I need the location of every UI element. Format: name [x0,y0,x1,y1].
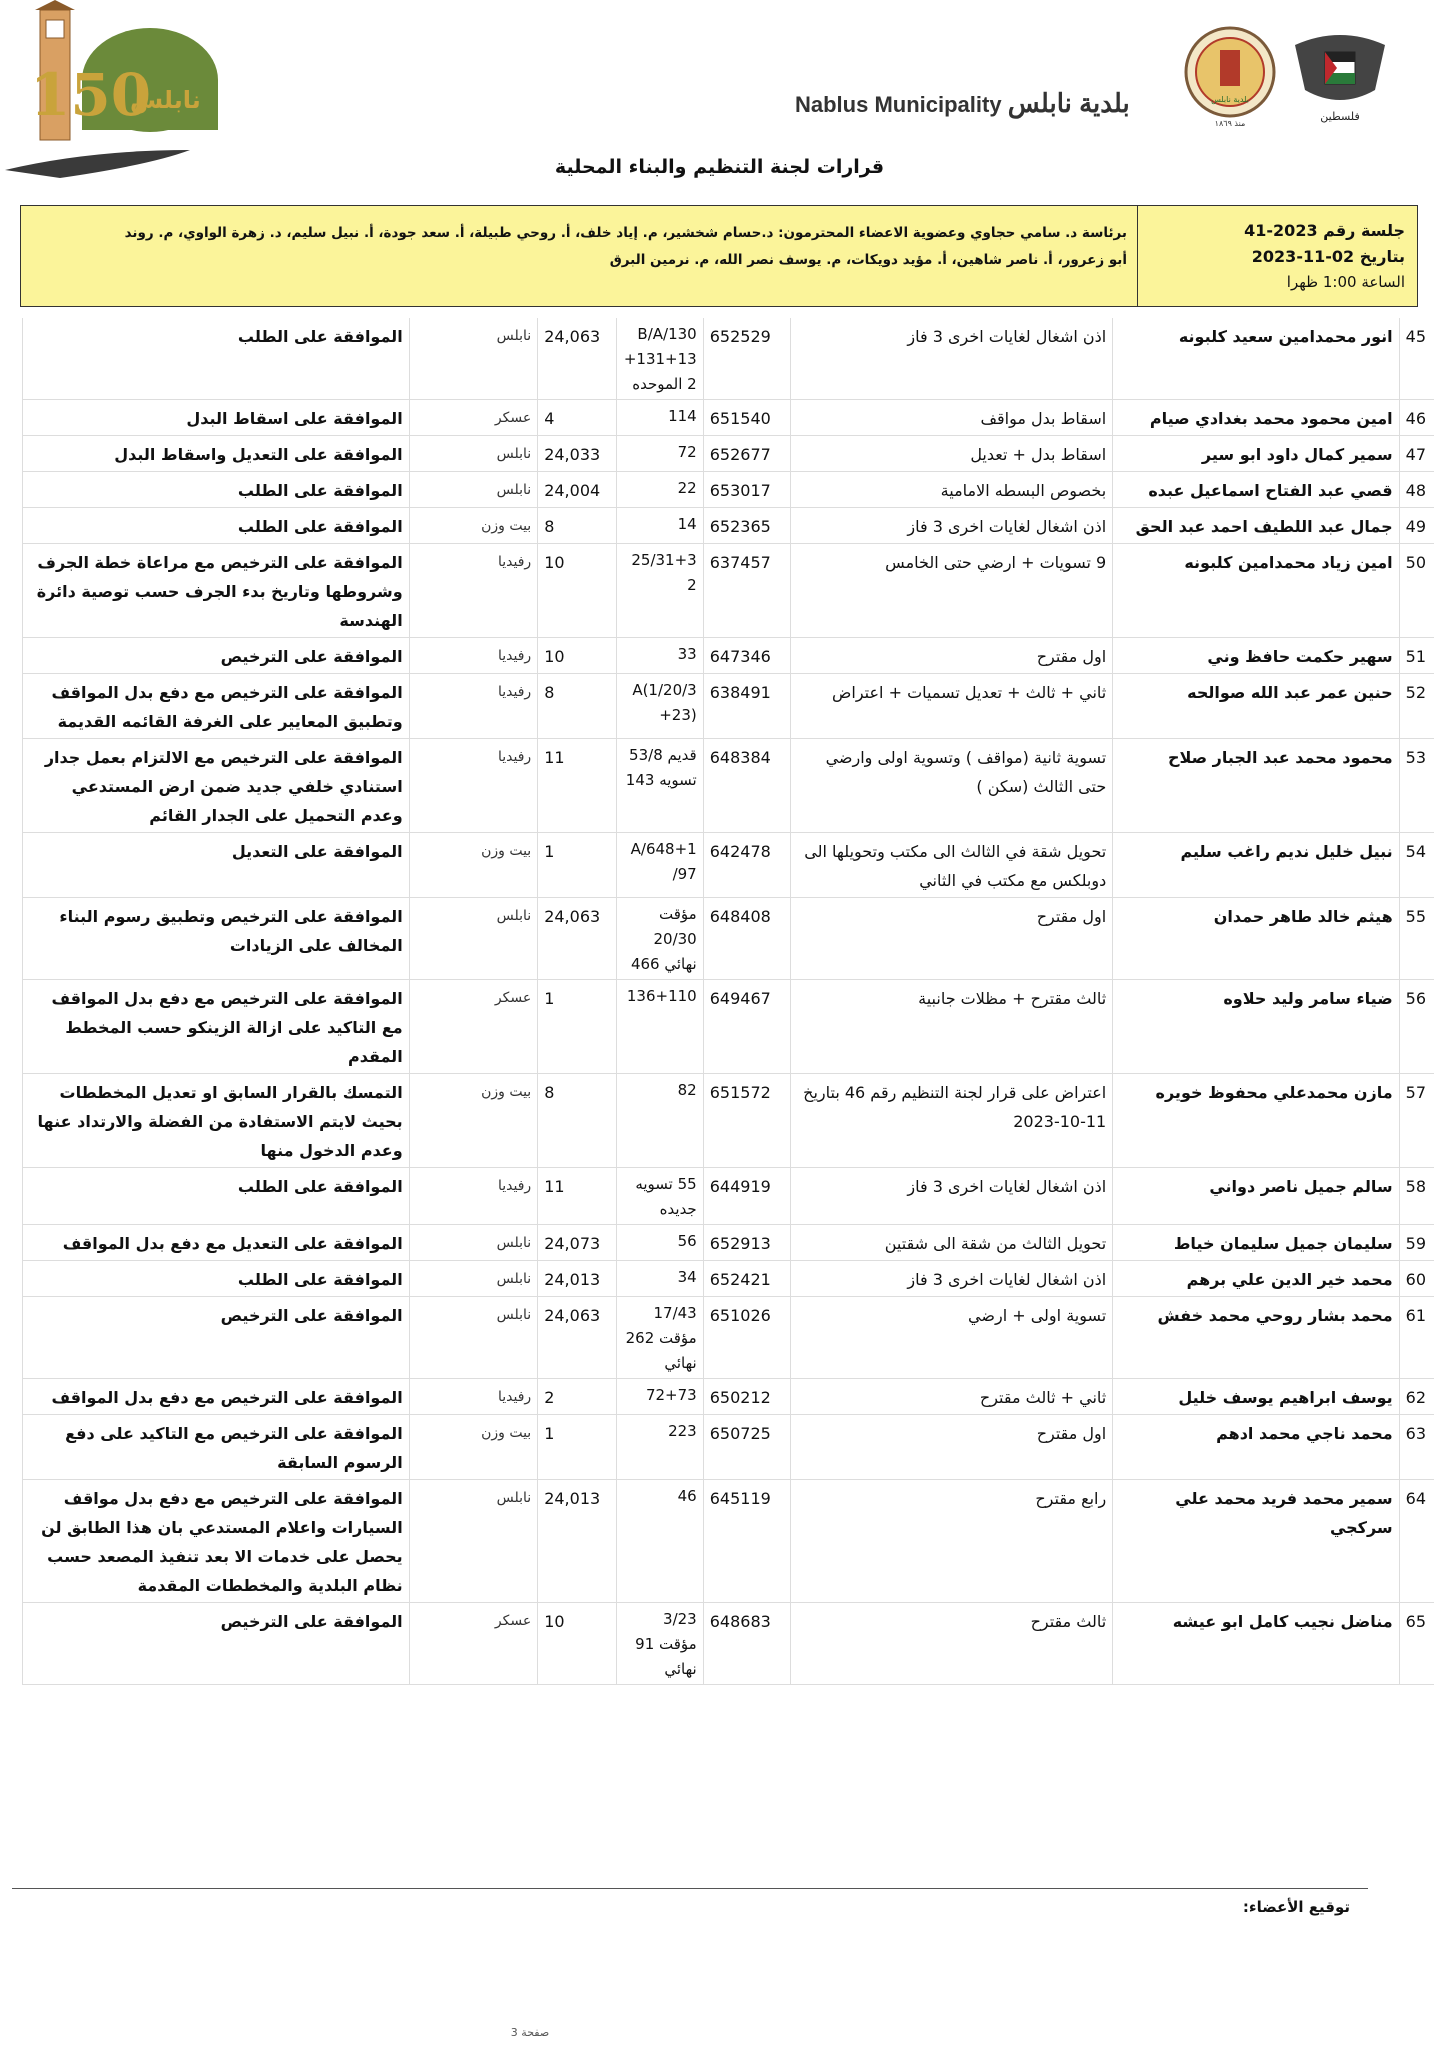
request-number: 650212 [703,1379,790,1415]
request-type: تحويل شقة في الثالث الى مكتب وتحويلها الى دوبلكس مع مكتب في الثاني [790,833,1112,898]
table-row [23,318,1435,400]
row-number: 55 [1399,898,1434,980]
seal-text: بلدية نابلس [1211,95,1249,104]
applicant-name: سالم جميل ناصر دواني [1113,1168,1399,1225]
committee-decision: الموافقة على الطلب [23,1261,410,1297]
request-number: 637457 [703,544,790,638]
area-name: بيت وزن [409,833,538,898]
committee-decision: الموافقة على الترخيص [23,1603,410,1685]
committee-decision: الموافقة على الترخيص مع الالتزام بعمل جدار استنادي خلفي جديد ضمن ارض المستدعي وعدم التحميل على الجدار القائم [23,739,410,833]
session-time: الساعة 1:00 ظهرا [1286,273,1405,291]
committee-decision: الموافقة على الترخيص مع دفع بدل المواقف [23,1379,410,1415]
plot-number: 56 [616,1225,703,1261]
request-type: اسقاط بدل + تعديل [790,436,1112,472]
footer-divider [12,1888,1368,1889]
area-name: نابلس [409,1480,538,1603]
plot-number: قديم 53/8 تسويه 143 [616,739,703,833]
row-number: 56 [1399,980,1434,1074]
plot-number: 72+73 [616,1379,703,1415]
row-number: 45 [1399,318,1434,400]
brand-english: Nablus Municipality [795,92,1002,117]
plot-number: 33 [616,638,703,674]
basin-number: 8 [538,508,616,544]
basin-number: 11 [538,1168,616,1225]
request-type: اذن اشغال لغايات اخرى 3 فاز [790,1168,1112,1225]
applicant-name: محمد خير الدين علي برهم [1113,1261,1399,1297]
request-type: ثالث مقترح [790,1603,1112,1685]
session-header-box [20,205,1418,307]
area-name: نابلس [409,436,538,472]
plot-number: A(1/20/3 +23) [616,674,703,739]
area-name: رفيديا [409,739,538,833]
applicant-name: جمال عبد اللطيف احمد عبد الحق [1113,508,1399,544]
committee-decision: الموافقة على التعديل [23,833,410,898]
committee-decision: الموافقة على الطلب [23,472,410,508]
table-row [23,1415,1435,1480]
basin-number: 24,063 [538,318,616,400]
applicant-name: مناضل نجيب كامل ابو عيشه [1113,1603,1399,1685]
request-number: 652365 [703,508,790,544]
basin-number: 10 [538,1603,616,1685]
request-number: 642478 [703,833,790,898]
request-type: تسوية اولى + ارضي [790,1297,1112,1379]
row-number: 53 [1399,739,1434,833]
applicant-name: حنين عمر عبد الله صوالحه [1113,674,1399,739]
table-row [23,980,1435,1074]
request-number: 647346 [703,638,790,674]
plot-number: 22 [616,472,703,508]
area-name: نابلس [409,318,538,400]
request-type: اول مقترح [790,1415,1112,1480]
area-name: بيت وزن [409,1074,538,1168]
request-number: 653017 [703,472,790,508]
table-row [23,472,1435,508]
session-date: بتاريخ 02-11-2023 [1251,247,1405,266]
brand-arabic: بلدية نابلس [1007,88,1130,118]
area-name: عسكر [409,980,538,1074]
plot-number: 114 [616,400,703,436]
row-number: 48 [1399,472,1434,508]
basin-number: 1 [538,833,616,898]
request-type: تسوية ثانية (مواقف ) وتسوية اولى وارضي حتى الثالث (سكن ) [790,739,1112,833]
row-number: 65 [1399,1603,1434,1685]
row-number: 61 [1399,1297,1434,1379]
committee-decision: الموافقة على الترخيص [23,1297,410,1379]
plot-number: 34 [616,1261,703,1297]
basin-number: 10 [538,638,616,674]
plot-number: 14 [616,508,703,544]
area-name: نابلس [409,1225,538,1261]
committee-decision: الموافقة على اسقاط البدل [23,400,410,436]
row-number: 62 [1399,1379,1434,1415]
request-number: 651026 [703,1297,790,1379]
basin-number: 24,004 [538,472,616,508]
table-row [23,638,1435,674]
plot-number: A/648+1 /97 [616,833,703,898]
applicant-name: محمد ناجي محمد ادهم [1113,1415,1399,1480]
basin-number: 10 [538,544,616,638]
committee-decision: الموافقة على الترخيص مع التاكيد على دفع الرسوم السابقة [23,1415,410,1480]
plot-number: مؤقت 20/30 نهائي 466 [616,898,703,980]
applicant-name: سهير حكمت حافظ وني [1113,638,1399,674]
plot-number: 17/43 مؤقت 262 نهائي [616,1297,703,1379]
area-name: نابلس [409,898,538,980]
row-number: 49 [1399,508,1434,544]
basin-number: 4 [538,400,616,436]
municipality-emblems [1170,20,1395,130]
row-number: 47 [1399,436,1434,472]
table-row [23,1603,1435,1685]
committee-decision: الموافقة على الترخيص مع دفع بدل مواقف السيارات واعلام المستدعي بان هذا الطابق لن يحصل على خدمات الا بعد تنفيذ المصعد حسب نظام البلدية والمخططات المقدمة [23,1480,410,1603]
members-line-1: برئاسة د. سامي حجاوي وعضوية الاعضاء المحترمون: د.حسام شخشير، م. إياد خلف، أ. روحي طبيلة، أ. سعد جودة، أ. نبيل سليم، د. زهرة الواوي، م. روند [124,225,1127,241]
request-number: 652913 [703,1225,790,1261]
logo-number: 150 [30,61,152,129]
session-number: جلسة رقم 2023-41 [1244,221,1405,240]
row-number: 52 [1399,674,1434,739]
table-row [23,1480,1435,1603]
applicant-name: سليمان جميل سليمان خياط [1113,1225,1399,1261]
row-number: 51 [1399,638,1434,674]
request-number: 648384 [703,739,790,833]
table-row [23,739,1435,833]
committee-decision: الموافقة على التعديل مع دفع بدل المواقف [23,1225,410,1261]
request-type: اول مقترح [790,898,1112,980]
request-type: تحويل الثالث من شقة الى شقتين [790,1225,1112,1261]
area-name: رفيديا [409,1379,538,1415]
plot-number: 223 [616,1415,703,1480]
basin-number: 2 [538,1379,616,1415]
row-number: 46 [1399,400,1434,436]
table-row [23,544,1435,638]
plot-number: 25/31+3 2 [616,544,703,638]
request-number: 648408 [703,898,790,980]
row-number: 57 [1399,1074,1434,1168]
request-type: اسقاط بدل مواقف [790,400,1112,436]
table-row [23,833,1435,898]
committee-decision: الموافقة على الطلب [23,1168,410,1225]
row-number: 59 [1399,1225,1434,1261]
request-type: اذن اشغال لغايات اخرى 3 فاز [790,1261,1112,1297]
plot-number: 46 [616,1480,703,1603]
plot-number: 55 تسويه جديده [616,1168,703,1225]
basin-number: 11 [538,739,616,833]
request-type: ثالث مقترح + مظلات جانبية [790,980,1112,1074]
committee-decision: الموافقة على الطلب [23,508,410,544]
basin-number: 24,073 [538,1225,616,1261]
plot-number: 72 [616,436,703,472]
row-number: 54 [1399,833,1434,898]
page-title: قرارات لجنة التنظيم والبناء المحلية [554,156,885,178]
applicant-name: محمود محمد عبد الجبار صلاح [1113,739,1399,833]
page-number: صفحة 3 [510,2026,550,2039]
table-row [23,400,1435,436]
request-type: 9 تسويات + ارضي حتى الخامس [790,544,1112,638]
committee-decision: الموافقة على الترخيص مع دفع بدل المواقف مع التاكيد على ازالة الزينكو حسب المخطط المقدم [23,980,410,1074]
request-number: 652677 [703,436,790,472]
area-name: نابلس [409,1261,538,1297]
row-number: 64 [1399,1480,1434,1603]
request-type: اعتراض على قرار لجنة التنظيم رقم 46 بتاريخ 11-10-2023 [790,1074,1112,1168]
basin-number: 24,013 [538,1261,616,1297]
basin-number: 8 [538,674,616,739]
applicant-name: ضياء سامر وليد حلاوه [1113,980,1399,1074]
request-type: ثاني + ثالث مقترح [790,1379,1112,1415]
table-row [23,898,1435,980]
applicant-name: امين زياد محمدامين كلبونه [1113,544,1399,638]
basin-number: 1 [538,1415,616,1480]
committee-members [37,220,1127,274]
applicant-name: سمير كمال داود ابو سير [1113,436,1399,472]
request-type: بخصوص البسطه الامامية [790,472,1112,508]
plot-number: 136+110 [616,980,703,1074]
request-number: 649467 [703,980,790,1074]
logo-city-text: نابلس [130,86,201,114]
area-name: رفيديا [409,1168,538,1225]
applicant-name: يوسف ابراهيم يوسف خليل [1113,1379,1399,1415]
request-type: رابع مقترح [790,1480,1112,1603]
table-row [23,508,1435,544]
applicant-name: سمير محمد فريد محمد علي سركجي [1113,1480,1399,1603]
session-info [1137,206,1417,306]
applicant-name: هيثم خالد طاهر حمدان [1113,898,1399,980]
municipality-brand [795,88,1130,119]
request-number: 648683 [703,1603,790,1685]
request-number: 638491 [703,674,790,739]
request-type: اذن اشغال لغايات اخرى 3 فاز [790,318,1112,400]
committee-decision: التمسك بالقرار السابق او تعديل المخططات بحيث لايتم الاستفادة من الفضلة والارتداد عنها وعدم الدخول منها [23,1074,410,1168]
request-number: 650725 [703,1415,790,1480]
plot-number: 3/23 مؤقت 91 نهائي [616,1603,703,1685]
members-line-2: أبو زعرور، أ. ناصر شاهين، أ. مؤيد دويكات، م. يوسف نصر الله، م. نرمين البرق [609,252,1127,268]
basin-number: 24,013 [538,1480,616,1603]
basin-number: 24,033 [538,436,616,472]
signature-label: توقيع الأعضاء: [1242,1898,1350,1916]
plot-number: B/A/130 +131+13 2 الموحده [616,318,703,400]
request-number: 651540 [703,400,790,436]
table-row [23,1379,1435,1415]
applicant-name: انور محمدامين سعيد كلبونه [1113,318,1399,400]
row-number: 63 [1399,1415,1434,1480]
table-row [23,1168,1435,1225]
applicant-name: قصي عبد الفتاح اسماعيل عبده [1113,472,1399,508]
area-name: بيت وزن [409,508,538,544]
area-name: نابلس [409,472,538,508]
area-name: رفيديا [409,674,538,739]
table-row [23,674,1435,739]
committee-decision: الموافقة على الترخيص وتطبيق رسوم البناء المخالف على الزيادات [23,898,410,980]
area-name: نابلس [409,1297,538,1379]
seal-caption: منذ ١٨٦٩ [1214,119,1246,128]
row-number: 60 [1399,1261,1434,1297]
area-name: رفيديا [409,638,538,674]
request-type: اذن اشغال لغايات اخرى 3 فاز [790,508,1112,544]
basin-number: 1 [538,980,616,1074]
basin-number: 24,063 [538,1297,616,1379]
applicant-name: مازن محمدعلي محفوظ خويره [1113,1074,1399,1168]
applicant-name: نبيل خليل نديم راغب سليم [1113,833,1399,898]
committee-decision: الموافقة على الترخيص مع دفع بدل المواقف وتطبيق المعايير على الغرفة القائمه القديمة [23,674,410,739]
committee-decision: الموافقة على الطلب [23,318,410,400]
request-number: 652421 [703,1261,790,1297]
area-name: عسكر [409,1603,538,1685]
applicant-name: محمد بشار روحي محمد خفش [1113,1297,1399,1379]
request-number: 652529 [703,318,790,400]
emblem-caption: فلسطين [1320,110,1360,123]
area-name: عسكر [409,400,538,436]
table-row [23,1297,1435,1379]
basin-number: 8 [538,1074,616,1168]
plot-number: 82 [616,1074,703,1168]
request-type: ثاني + ثالث + تعديل تسميات + اعتراض [790,674,1112,739]
committee-decision: الموافقة على الترخيص [23,638,410,674]
table-row [23,436,1435,472]
row-number: 58 [1399,1168,1434,1225]
table-row [23,1225,1435,1261]
request-number: 645119 [703,1480,790,1603]
request-number: 644919 [703,1168,790,1225]
table-row [23,1074,1435,1168]
table-row [23,1261,1435,1297]
request-type: اول مقترح [790,638,1112,674]
committee-decision: الموافقة على التعديل واسقاط البدل [23,436,410,472]
area-name: رفيديا [409,544,538,638]
committee-decision: الموافقة على الترخيص مع مراعاة خطة الجرف وشروطها وتاريخ بدء الجرف حسب توصية دائرة الهندسة [23,544,410,638]
area-name: بيت وزن [409,1415,538,1480]
applicant-name: امين محمود محمد بغدادي صيام [1113,400,1399,436]
row-number: 50 [1399,544,1434,638]
request-number: 651572 [703,1074,790,1168]
decisions-table [22,318,1434,1685]
nablus-150-logo [0,0,230,180]
basin-number: 24,063 [538,898,616,980]
